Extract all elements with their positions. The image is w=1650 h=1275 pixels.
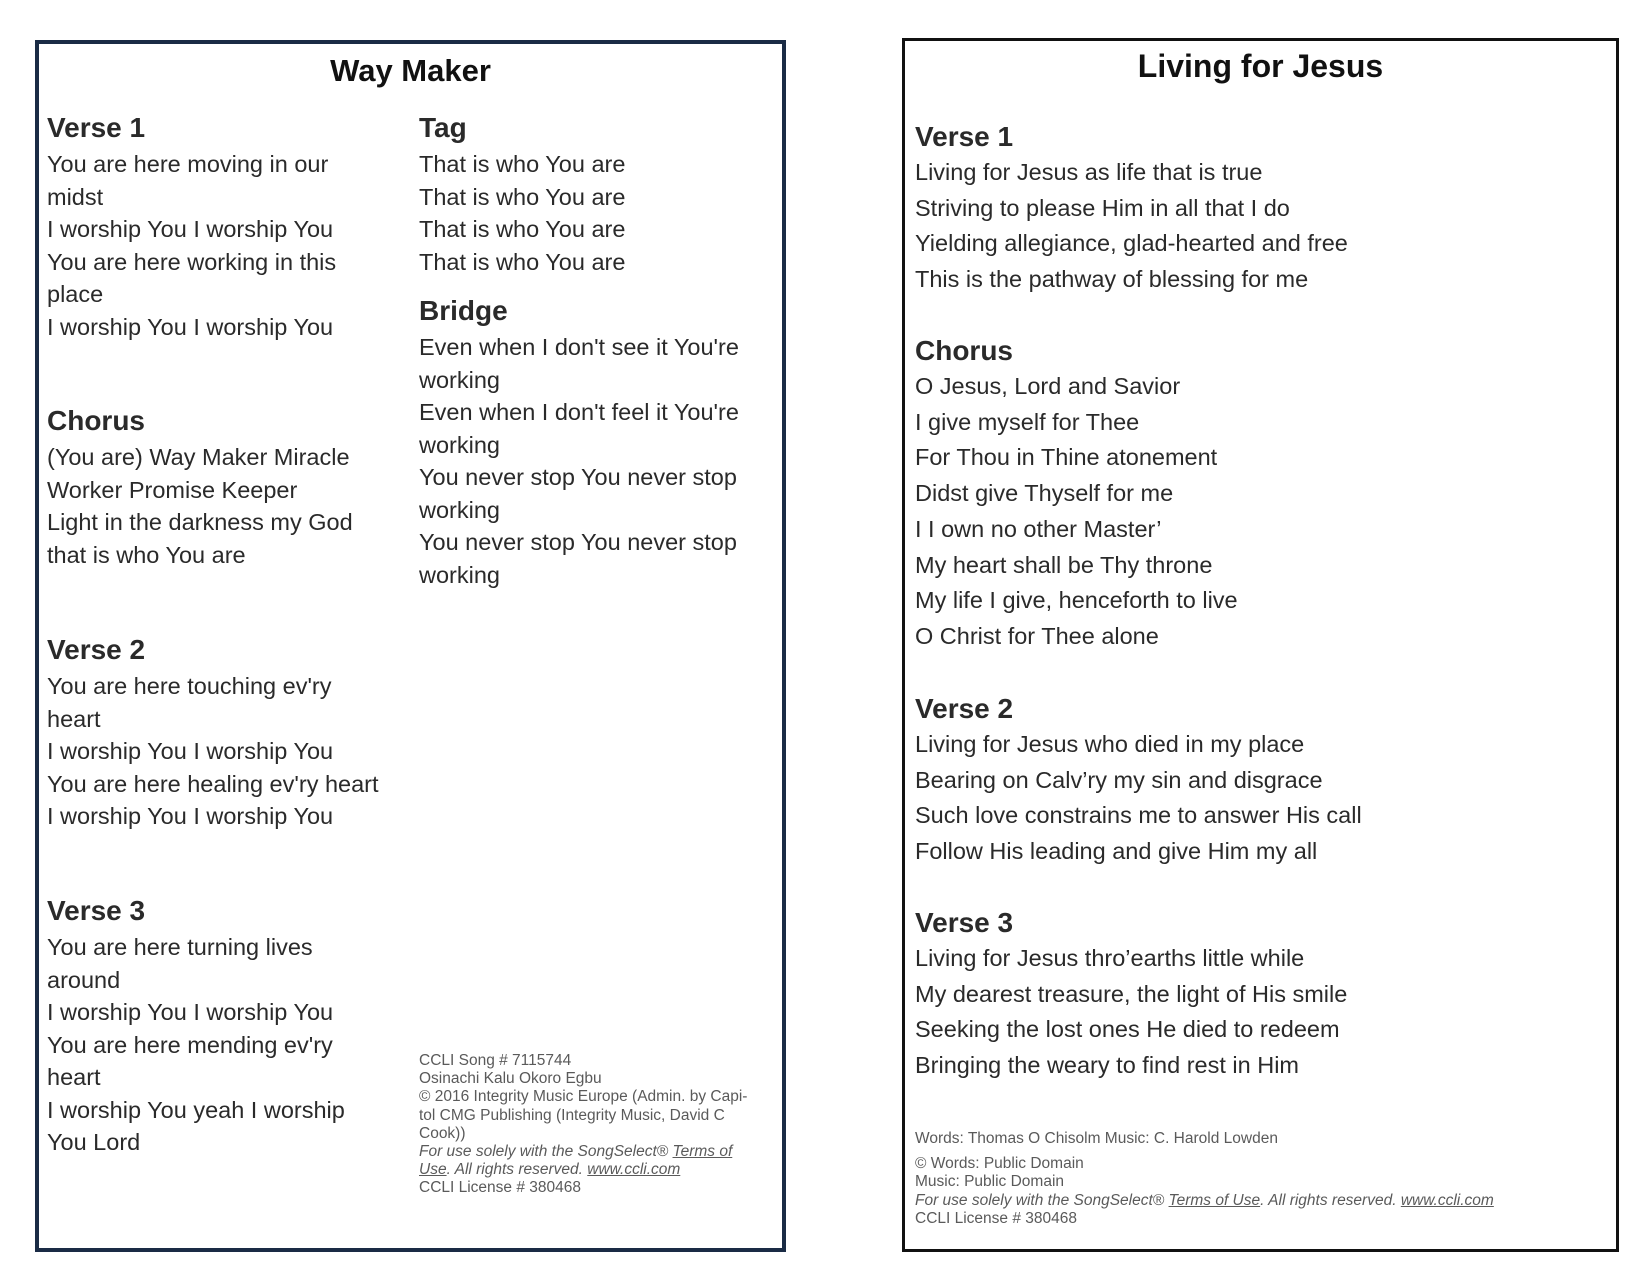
song-sheet-way-maker [35, 40, 786, 1252]
lyric-line: I worship You I worship You [47, 999, 334, 1025]
section-heading: Verse 3 [915, 907, 1014, 938]
lyric-line: That is who You are [419, 248, 626, 275]
section-heading: Verse 3 [47, 895, 146, 926]
lyric-line: Seeking the lost ones He died to redeem [915, 1016, 1340, 1043]
section-heading: Verse 2 [915, 693, 1014, 724]
lyric-line: This is the pathway of blessing for me [915, 266, 1309, 293]
song-sheet-living-for-jesus [902, 38, 1619, 1252]
lyric-line: Yielding allegiance, glad-hearted and free [915, 230, 1348, 257]
lyric-section [915, 119, 1348, 298]
lyric-section [419, 292, 739, 591]
lyric-line: (You are) Way Maker Miracle [47, 444, 350, 470]
lyric-line: I worship You I worship You [47, 738, 334, 764]
lyric-line: midst [47, 183, 104, 210]
lyric-line: I I own no other Master’ [915, 515, 1162, 542]
terms-of-use-link[interactable]: Terms of [672, 1143, 733, 1161]
lyric-line: Living for Jesus thro’earths little while [915, 945, 1305, 971]
lyric-line: My heart shall be Thy throne [915, 551, 1213, 578]
lyric-line: I worship You I worship You [47, 803, 334, 829]
section-heading: Chorus [915, 335, 1013, 366]
section-heading: Verse 1 [915, 121, 1014, 152]
lyric-line: For Thou in Thine atonement [915, 444, 1218, 471]
lyric-line: You are here moving in our [47, 151, 329, 177]
lyric-section [47, 109, 336, 343]
terms-of-use-link[interactable]: Terms of Use [1168, 1191, 1261, 1209]
lyric-section [915, 333, 1238, 655]
lyric-line: You never stop You never stop [419, 529, 737, 555]
lyric-line: Bearing on Calv’ry my sin and disgrace [915, 766, 1323, 793]
lyric-line: That is who You are [419, 216, 626, 242]
section-heading: Chorus [47, 405, 145, 436]
lyric-line: That is who You are [419, 151, 626, 177]
copyright-line: © Words: Public Domain [915, 1155, 1084, 1173]
lyric-section [47, 402, 353, 571]
lyric-line: O Jesus, Lord and Savior [915, 373, 1181, 399]
song-title: Way Maker [330, 53, 491, 88]
section-heading: Verse 1 [47, 112, 146, 143]
song-credits [915, 1130, 1605, 1228]
lyric-line: Didst give Thyself for me [915, 480, 1174, 507]
ccli-site-link[interactable]: www.ccli.com [1400, 1191, 1494, 1209]
song-title: Living for Jesus [1137, 48, 1384, 84]
copyright-line: tol CMG Publishing (Integrity Music, David C [419, 1106, 725, 1124]
usage-text: For use solely with the SongSelect® [419, 1143, 673, 1161]
song-credits [419, 1052, 774, 1198]
lyric-line: I worship You yeah I worship [47, 1096, 345, 1123]
lyric-line: That is who You are [419, 183, 626, 210]
lyric-section [419, 109, 625, 278]
lyric-line: heart [47, 1064, 101, 1090]
section-heading: Verse 2 [47, 634, 146, 665]
lyric-line: Striving to please Him in all that I do [915, 194, 1290, 221]
lyric-section [915, 905, 1347, 1084]
lyric-line: place [47, 281, 104, 307]
section-heading: Tag [419, 112, 467, 143]
usage-notice [915, 1192, 1605, 1210]
copyright-line: © 2016 Integrity Music Europe (Admin. by Capi- [419, 1088, 748, 1106]
lyric-line: Worker Promise Keeper [47, 476, 298, 503]
lyric-line: I worship You I worship You [47, 313, 334, 340]
ccli-site-link[interactable]: www.ccli.com [587, 1161, 681, 1179]
terms-of-use-link[interactable]: Use [419, 1161, 447, 1179]
lyric-line: working [419, 366, 500, 393]
lyric-section [47, 631, 379, 833]
usage-notice [419, 1161, 774, 1179]
lyric-line: Follow His leading and give Him my all [915, 838, 1318, 865]
lyric-line: You are here working in this [47, 248, 337, 275]
lyric-section [47, 892, 345, 1159]
lyric-line: I worship You I worship You [47, 216, 334, 242]
lyric-line: You are here touching ev'ry [47, 673, 332, 699]
lyric-line: Bringing the weary to find rest in Him [915, 1052, 1299, 1079]
song-authors: Words: Thomas O Chisolm Music: C. Harold Lowden [915, 1130, 1278, 1147]
lyric-line: My dearest treasure, the light of His smile [915, 980, 1348, 1007]
song-author: Osinachi Kalu Okoro Egbu [419, 1070, 602, 1088]
lyric-line: Even when I don't feel it You're [419, 399, 739, 425]
lyric-line: Living for Jesus who died in my place [915, 731, 1305, 757]
ccli-song-number: CCLI Song # 7115744 [419, 1052, 572, 1069]
lyric-line: that is who You are [47, 541, 246, 568]
lyric-line: O Christ for Thee alone [915, 622, 1159, 649]
usage-notice [419, 1143, 774, 1161]
lyric-line: You are here healing ev'ry heart [47, 770, 379, 797]
lyric-line: Such love constrains me to answer His call [915, 802, 1362, 829]
copyright-line: Cook)) [419, 1124, 466, 1142]
section-heading: Bridge [419, 295, 508, 326]
lyric-line: working [419, 431, 500, 458]
lyric-line: You are here mending ev'ry [47, 1031, 333, 1058]
lyric-section [915, 691, 1362, 870]
lyric-line: You are here turning lives [47, 934, 313, 960]
lyric-line: Living for Jesus as life that is true [915, 159, 1263, 185]
lyric-line: You Lord [47, 1129, 141, 1155]
lyric-line: around [47, 966, 121, 993]
lyric-line: heart [47, 705, 101, 732]
copyright-line: Music: Public Domain [915, 1173, 1065, 1191]
lyric-line: Light in the darkness my God [47, 509, 353, 535]
usage-text: . All rights reserved. [1260, 1191, 1401, 1209]
lyric-line: Even when I don't see it You're [419, 334, 739, 360]
lyric-line: working [419, 561, 500, 588]
ccli-license: CCLI License # 380468 [419, 1179, 582, 1197]
lyric-line: working [419, 496, 500, 523]
lyric-line: You never stop You never stop [419, 464, 737, 490]
usage-text: For use solely with the SongSelect® [915, 1191, 1169, 1209]
lyric-line: My life I give, henceforth to live [915, 587, 1238, 614]
usage-text: . All rights reserved. [446, 1161, 588, 1179]
lyric-line: I give myself for Thee [915, 408, 1140, 435]
ccli-license: CCLI License # 380468 [915, 1209, 1078, 1227]
